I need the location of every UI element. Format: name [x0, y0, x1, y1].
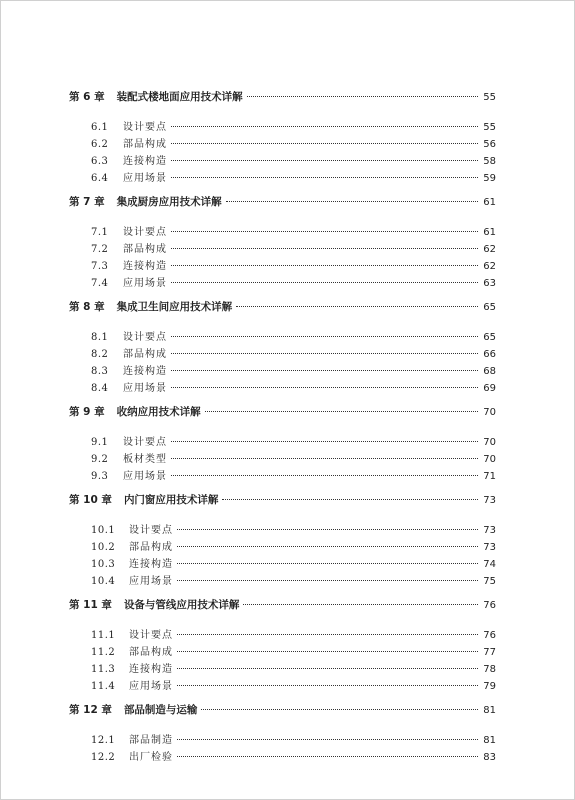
- section-number: 9.1: [91, 437, 109, 448]
- chapter-number: 第 7 章: [69, 196, 105, 208]
- section-number: 12.2: [91, 752, 116, 763]
- toc-section-row[interactable]: [69, 223, 496, 240]
- section-page-number: 70: [483, 454, 496, 465]
- section-page-number: 78: [483, 664, 496, 675]
- dot-leader: [177, 651, 478, 652]
- dot-leader: [171, 370, 478, 371]
- dot-leader: [171, 143, 478, 144]
- section-page-number: 76: [483, 630, 496, 641]
- dot-leader: [205, 411, 478, 412]
- toc-section-row[interactable]: [69, 643, 496, 660]
- section-title: 板材类型: [123, 454, 167, 465]
- section-page-number: 59: [483, 173, 496, 184]
- section-title: 连接构造: [123, 156, 167, 167]
- section-title: 部品制造: [129, 735, 173, 746]
- toc-section-row[interactable]: [69, 118, 496, 135]
- section-title: 设计要点: [123, 437, 167, 448]
- chapter-title: 收纳应用技术详解: [116, 406, 201, 418]
- section-page-number: 77: [483, 647, 496, 658]
- dot-leader: [171, 353, 478, 354]
- section-number: 7.4: [91, 278, 109, 289]
- chapter-title: 内门窗应用技术详解: [123, 494, 219, 506]
- section-page-number: 81: [483, 735, 496, 746]
- section-number: 6.3: [91, 156, 109, 167]
- section-page-number: 73: [483, 542, 496, 553]
- section-number: 12.1: [91, 735, 116, 746]
- dot-leader: [171, 231, 478, 232]
- chapter-title: 集成厨房应用技术详解: [116, 196, 222, 208]
- chapter-title: 集成卫生间应用技术详解: [116, 301, 233, 313]
- section-number: 11.3: [91, 664, 116, 675]
- section-page-number: 56: [483, 139, 496, 150]
- chapter-page-number: 81: [483, 705, 496, 716]
- section-number: 10.3: [91, 559, 116, 570]
- toc-section-row[interactable]: [69, 345, 496, 362]
- section-title: 连接构造: [123, 261, 167, 272]
- dot-leader: [177, 529, 478, 530]
- section-number: 7.1: [91, 227, 109, 238]
- section-page-number: 73: [483, 525, 496, 536]
- chapter-page-number: 61: [483, 197, 496, 208]
- section-title: 设计要点: [123, 332, 167, 343]
- dot-leader: [177, 756, 478, 757]
- dot-leader: [177, 739, 478, 740]
- toc-section-row[interactable]: [69, 379, 496, 396]
- section-title: 部品构成: [129, 542, 173, 553]
- section-page-number: 71: [483, 471, 496, 482]
- section-page-number: 63: [483, 278, 496, 289]
- section-number: 8.2: [91, 349, 109, 360]
- toc-section-row[interactable]: [69, 450, 496, 467]
- section-number: 10.1: [91, 525, 116, 536]
- section-title: 部品构成: [123, 349, 167, 360]
- section-title: 连接构造: [123, 366, 167, 377]
- toc-section-row[interactable]: [69, 240, 496, 257]
- toc-section-row[interactable]: [69, 748, 496, 765]
- section-number: 8.1: [91, 332, 109, 343]
- section-page-number: 75: [483, 576, 496, 587]
- section-page-number: 66: [483, 349, 496, 360]
- chapter-page-number: 76: [483, 600, 496, 611]
- toc-section-row[interactable]: [69, 572, 496, 589]
- toc-section-row[interactable]: [69, 660, 496, 677]
- section-title: 部品构成: [123, 139, 167, 150]
- dot-leader: [171, 282, 478, 283]
- toc-section-row[interactable]: [69, 152, 496, 169]
- chapter-number: 第 12 章: [69, 704, 112, 716]
- dot-leader: [226, 201, 478, 202]
- section-title: 设计要点: [129, 525, 173, 536]
- section-number: 7.2: [91, 244, 109, 255]
- dot-leader: [177, 563, 478, 564]
- section-page-number: 69: [483, 383, 496, 394]
- dot-leader: [177, 634, 478, 635]
- toc-section-row[interactable]: [69, 274, 496, 291]
- dot-leader: [171, 336, 478, 337]
- section-number: 8.3: [91, 366, 109, 377]
- toc-section-row[interactable]: [69, 135, 496, 152]
- section-number: 11.1: [91, 630, 116, 641]
- toc-section-row[interactable]: [69, 677, 496, 694]
- dot-leader: [171, 177, 478, 178]
- section-number: 6.1: [91, 122, 109, 133]
- section-title: 设计要点: [129, 630, 173, 641]
- toc-section-row[interactable]: [69, 538, 496, 555]
- toc-section-row[interactable]: [69, 731, 496, 748]
- section-page-number: 83: [483, 752, 496, 763]
- toc-section-row[interactable]: [69, 555, 496, 572]
- dot-leader: [171, 160, 478, 161]
- section-number: 11.4: [91, 681, 116, 692]
- toc-section-row[interactable]: [69, 467, 496, 484]
- section-page-number: 62: [483, 261, 496, 272]
- section-title: 应用场景: [129, 576, 173, 587]
- section-number: 10.4: [91, 576, 116, 587]
- toc-chapter-row[interactable]: [69, 299, 496, 319]
- toc-section-row[interactable]: [69, 521, 496, 538]
- section-page-number: 79: [483, 681, 496, 692]
- dot-leader: [171, 441, 478, 442]
- dot-leader: [236, 306, 478, 307]
- dot-leader: [171, 126, 478, 127]
- toc-chapter-row[interactable]: [69, 89, 496, 109]
- section-title: 部品构成: [123, 244, 167, 255]
- dot-leader: [177, 668, 478, 669]
- dot-leader: [177, 685, 478, 686]
- section-number: 8.4: [91, 383, 109, 394]
- section-number: 9.2: [91, 454, 109, 465]
- dot-leader: [201, 709, 478, 710]
- toc-section-row[interactable]: [69, 328, 496, 345]
- dot-leader: [171, 248, 478, 249]
- dot-leader: [171, 265, 478, 266]
- section-title: 应用场景: [129, 681, 173, 692]
- section-page-number: 65: [483, 332, 496, 343]
- section-title: 连接构造: [129, 664, 173, 675]
- section-title: 设计要点: [123, 122, 167, 133]
- chapter-number: 第 8 章: [69, 301, 105, 313]
- section-page-number: 58: [483, 156, 496, 167]
- toc-section-row[interactable]: [69, 626, 496, 643]
- section-number: 6.4: [91, 173, 109, 184]
- section-page-number: 55: [483, 122, 496, 133]
- toc-chapter-row[interactable]: [69, 597, 496, 617]
- section-title: 应用场景: [123, 278, 167, 289]
- section-number: 9.3: [91, 471, 109, 482]
- dot-leader: [171, 458, 478, 459]
- dot-leader: [243, 604, 478, 605]
- toc-chapter-row[interactable]: [69, 702, 496, 722]
- toc-section-row[interactable]: [69, 257, 496, 274]
- section-page-number: 61: [483, 227, 496, 238]
- toc-chapter-row[interactable]: [69, 194, 496, 214]
- section-page-number: 70: [483, 437, 496, 448]
- dot-leader: [171, 387, 478, 388]
- section-title: 连接构造: [129, 559, 173, 570]
- dot-leader: [177, 580, 478, 581]
- section-title: 设计要点: [123, 227, 167, 238]
- chapter-title: 设备与管线应用技术详解: [123, 599, 240, 611]
- section-page-number: 68: [483, 366, 496, 377]
- chapter-title: 部品制造与运输: [123, 704, 198, 716]
- chapter-number: 第 6 章: [69, 91, 105, 103]
- toc-section-row[interactable]: [69, 433, 496, 450]
- chapter-page-number: 73: [483, 495, 496, 506]
- toc-section-row[interactable]: [69, 169, 496, 186]
- table-of-contents: [69, 89, 496, 765]
- section-number: 7.3: [91, 261, 109, 272]
- section-page-number: 74: [483, 559, 496, 570]
- chapter-number: 第 11 章: [69, 599, 112, 611]
- chapter-page-number: 65: [483, 302, 496, 313]
- dot-leader: [177, 546, 478, 547]
- chapter-title: 装配式楼地面应用技术详解: [116, 91, 243, 103]
- section-title: 部品构成: [129, 647, 173, 658]
- toc-chapter-row[interactable]: [69, 404, 496, 424]
- dot-leader: [222, 499, 478, 500]
- section-number: 6.2: [91, 139, 109, 150]
- dot-leader: [247, 96, 478, 97]
- chapter-page-number: 55: [483, 92, 496, 103]
- section-title: 出厂检验: [129, 752, 173, 763]
- section-title: 应用场景: [123, 173, 167, 184]
- section-title: 应用场景: [123, 471, 167, 482]
- toc-section-row[interactable]: [69, 362, 496, 379]
- dot-leader: [171, 475, 478, 476]
- section-title: 应用场景: [123, 383, 167, 394]
- section-page-number: 62: [483, 244, 496, 255]
- chapter-number: 第 10 章: [69, 494, 112, 506]
- chapter-page-number: 70: [483, 407, 496, 418]
- section-number: 11.2: [91, 647, 116, 658]
- section-number: 10.2: [91, 542, 116, 553]
- chapter-number: 第 9 章: [69, 406, 105, 418]
- toc-chapter-row[interactable]: [69, 492, 496, 512]
